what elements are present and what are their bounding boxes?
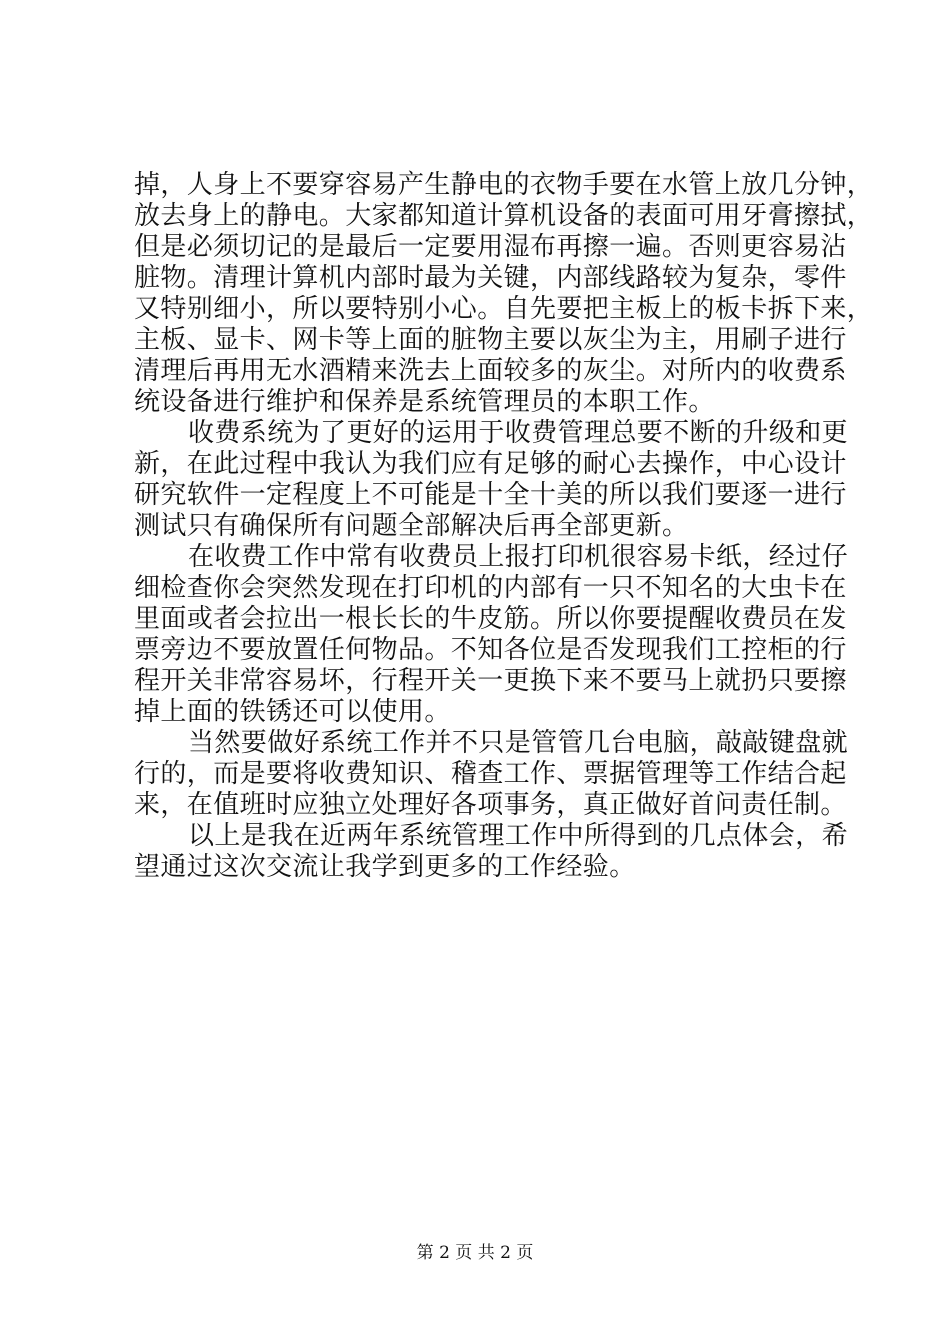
text-line: 清理后再用无水酒精来洗去上面较多的灰尘。对所内的收费系 <box>134 356 847 386</box>
text-line: 程开关非常容易坏，行程开关一更换下来不要马上就扔只要擦 <box>134 666 847 696</box>
text-line: 掉，人身上不要穿容易产生静电的衣物手要在水管上放几分钟， <box>134 170 874 200</box>
text-line: 新，在此过程中我认为我们应有足够的耐心去操作，中心设计 <box>134 449 847 479</box>
text-line: 研究软件一定程度上不可能是十全十美的所以我们要逐一进行 <box>134 480 847 510</box>
text-line: 里面或者会拉出一根长长的牛皮筋。所以你要提醒收费员在发 <box>134 604 847 634</box>
text-line: 行的，而是要将收费知识、稽查工作、票据管理等工作结合起 <box>134 759 847 789</box>
text-line: 望通过这次交流让我学到更多的工作经验。 <box>134 852 636 882</box>
paragraph-first-line: 当然要做好系统工作并不只是管管几台电脑，敲敲键盘就 <box>188 728 849 758</box>
text-line: 脏物。清理计算机内部时最为关键，内部线路较为复杂，零件 <box>134 263 847 293</box>
paragraph-first-line: 在收费工作中常有收费员上报打印机很容易卡纸，经过仔 <box>188 542 849 572</box>
text-line: 测试只有确保所有问题全部解决后再全部更新。 <box>134 511 689 541</box>
text-line: 来，在值班时应独立处理好各项事务，真正做好首问责任制。 <box>134 790 847 820</box>
text-line: 放去身上的静电。大家都知道计算机设备的表面可用牙膏擦拭， <box>134 201 874 231</box>
text-line: 主板、显卡、网卡等上面的脏物主要以灰尘为主，用刷子进行 <box>134 325 847 355</box>
text-line: 又特别细小，所以要特别小心。自先要把主板上的板卡拆下来， <box>134 294 874 324</box>
text-line: 票旁边不要放置任何物品。不知各位是否发现我们工控柜的行 <box>134 635 847 665</box>
page-footer: 第 2 页 共 2 页 <box>416 1243 534 1263</box>
body-text <box>134 170 874 883</box>
text-line: 细检查你会突然发现在打印机的内部有一只不知名的大虫卡在 <box>134 573 847 603</box>
paragraph-first-line: 以上是我在近两年系统管理工作中所得到的几点体会，希 <box>188 821 849 851</box>
text-line: 统设备进行维护和保养是系统管理员的本职工作。 <box>134 387 715 417</box>
text-line: 掉上面的铁锈还可以使用。 <box>134 697 451 727</box>
text-line: 但是必须切记的是最后一定要用湿布再擦一遍。否则更容易沾 <box>134 232 847 262</box>
paragraph-first-line: 收费系统为了更好的运用于收费管理总要不断的升级和更 <box>188 418 849 448</box>
